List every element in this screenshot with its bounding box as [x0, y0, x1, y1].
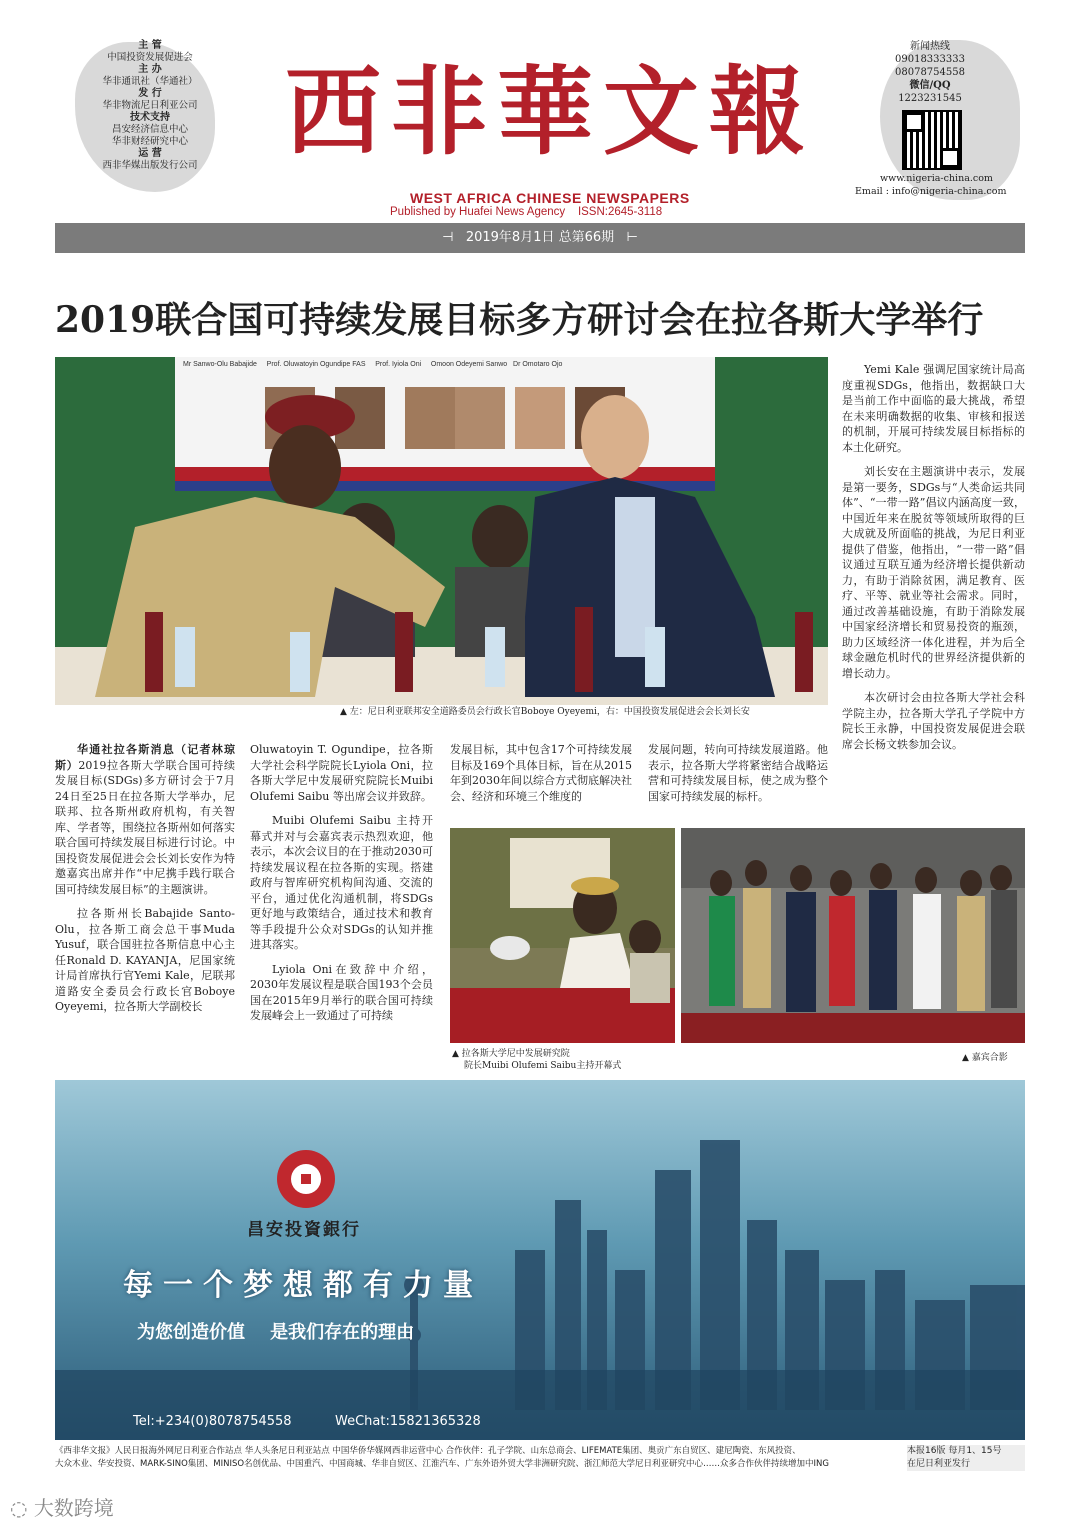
ad-phone: Tel:+234(0)8078754558	[133, 1414, 292, 1429]
speaker-photo-caption: ▲ 拉各斯大学尼中发展研究院 院长Muibi Olufemi Saibu主持开幕式	[452, 1049, 622, 1071]
publisher-line: Published by Huafei News Agency ISSN:2645-3118	[390, 206, 663, 218]
bank-logo-icon	[277, 1150, 335, 1208]
speaker-photo-illustration	[450, 828, 675, 1043]
body-column-1: 华通社拉各斯消息（记者林琼斯）2019拉各斯大学联合国可持续发展目标(SDGs)多方研讨会于7月24日至25日在拉各斯大学举办，尼联邦、拉各斯州政府机构，有关智库、学者等，围绕拉各斯州如何落实联合国可持续发展目标进行讨论。中国投资发展促进会会长刘长安作为特邀嘉宾出席并作“中尼携手践行联合国可持续发展目标”的主题演讲。 拉各斯州长Babajide Santo-Olu，拉各斯工商会总干事Muda Yusuf，联合国驻拉各斯信息中心主任Ronald D. KAYANJA，尼国家统计局首席执行官Yemi Kale，尼联邦道路安全委员会行政长官Boboye Oyeyemi，拉各斯大学副校长	[55, 743, 235, 1013]
newspaper-title-en: WEST AFRICA CHINESE NEWSPAPERS	[410, 190, 690, 206]
qr-code-icon	[902, 110, 962, 170]
footer-issue-info: 本报16版 每月1、15号 在尼日利亚发行	[907, 1445, 1025, 1471]
speaker-photo	[450, 828, 675, 1043]
group-photo-illustration	[681, 828, 1025, 1043]
ad-slogan-main: 每一个梦想都有力量	[123, 1268, 483, 1303]
watermark: ◌ 大数跨境	[10, 1496, 114, 1520]
body-column-2: Oluwatoyin T. Ogundipe，拉各斯大学社会科学院院长Lyiola Oni，拉各斯大学尼中发展研究院院长Muibi Olufemi Saibu 等出席会议并致辞。 Muibi Olufemi Saibu 主持开幕式并对与会嘉宾表示热烈欢迎，他表示，本次会议目的在于推动2030可持续发展议程在拉各斯的实现。搭建政府与智库研究机构间沟通、交流的平台，通过优化沟通机制，将SDGs更好地与政策结合，通过技术和教育等手段提升公众对SDGs的认知并推进其落实。 Lyiola Oni在致辞中介绍，2030年发展议程是联合国193个会员国在2015年9月举行的联合国可持续发展峰会上一致通过了可持续	[250, 743, 433, 1022]
footer-partners: 《西非华文报》人民日报海外网尼日利亚合作站点 华人头条尼日利亚站点 中国华侨华媒网西非运营中心 合作伙伴：孔子学院、山东总商会、LIFEMATE集团、奥贡广东自贸区、建尼陶瓷、东风投资、 大众木业、华安投资、MARK-SINO集团、MINISO名创优品、中国重汽、中国商城、华非自贸区、江淮汽车、广东外语外贸大学非洲研究院、浙江师范大学尼日利亚研究中心……众多合作伙伴持续增加中ING	[55, 1446, 830, 1469]
body-column-3: 发展目标，其中包含17个可持续发展目标及169个具体目标，旨在从2015年到2030年间以综合方式彻底解决社会、经济和环境三个维度的	[450, 743, 632, 803]
hotline-block: 新闻热线 09018333333 08078754558 微信/QQ 1223231545	[895, 41, 965, 104]
masthead-credits: 主 管 中国投资发展促进会 主 办 华非通讯社（华通社） 发 行 华非物流尼日利亚公司 技术支持 昌安经济信息中心 华非财经研究中心 运 营 西非华媒出版发行公司	[102, 40, 198, 171]
watermark-logo-icon: ◌	[10, 1496, 28, 1520]
body-column-4: 发展问题，转向可持续发展道路。他表示，拉各斯大学将紧密结合战略运营和可持续发展目标，使之成为整个国家可持续发展的标杆。	[648, 743, 828, 803]
main-photo	[55, 357, 828, 720]
main-photo-caption: ▲ 左：尼日利亚联邦安全道路委员会行政长官Boboye Oyeyemi，右：中国投资发展促进会会长刘长安	[55, 705, 828, 720]
group-photo-caption: ▲ 嘉宾合影	[962, 1053, 1008, 1063]
banner-names: Mr Sanwo-Olu Babajide Prof. Oluwatoyin Ogundipe FAS Prof. Iyiola Oni Omoon Odeyemi Sanwo Dr Omotaro Ojo	[183, 361, 563, 368]
group-photo	[681, 828, 1025, 1043]
handshake-photo-illustration	[55, 357, 828, 720]
ad-slogan-sub: 为您创造价值 是我们存在的理由	[137, 1322, 415, 1343]
ad-wechat: WeChat:15821365328	[335, 1414, 481, 1429]
bank-name: 昌安投資銀行	[247, 1220, 361, 1240]
right-column-text: Yemi Kale 强调尼国家统计局高度重视SDGs，他指出，数据缺口大是当前工作中面临的最大挑战，希望在未来明确数据的收集、审核和报送的机制，开展可持续发展目标指标的本土化研究。 刘长安在主题演讲中表示，发展是第一要务，SDGs与“人类命运共同体”、“一带一路”倡议内涵高度一致，中国近年来在脱贫等领域所取得的巨大成就及所面临的挑战，为尼日利亚提供了借鉴，他指出，“一带一路”倡议通过互联互通为经济增长提供新动力，有助于消除贫困，满足教育、医疗、平等、就业等社会需求。同时，通过改善基础设施，有助于消除发展中国家经济增长和贸易投资的瓶颈，助力区域经济一体化进程，并为后全球金融危机时代的世界经济提供新的增长动力。 本次研讨会由拉各斯大学社会科学院主办，拉各斯大学孔子学院中方院长王永静，中国投资发展促进会联席会长杨文轶参加会议。	[842, 363, 1025, 751]
headline: 2019联合国可持续发展目标多方研讨会在拉各斯大学举行	[55, 299, 984, 341]
bank-advertisement	[55, 1080, 1025, 1440]
newspaper-title-cn: 西非華文報	[285, 55, 815, 168]
contact-info: www.nigeria-china.com Email : info@nigeria-china.com	[855, 173, 1007, 197]
issue-date-band: ⊣ 2019年8月1日 总第66期 ⊢	[55, 223, 1025, 253]
